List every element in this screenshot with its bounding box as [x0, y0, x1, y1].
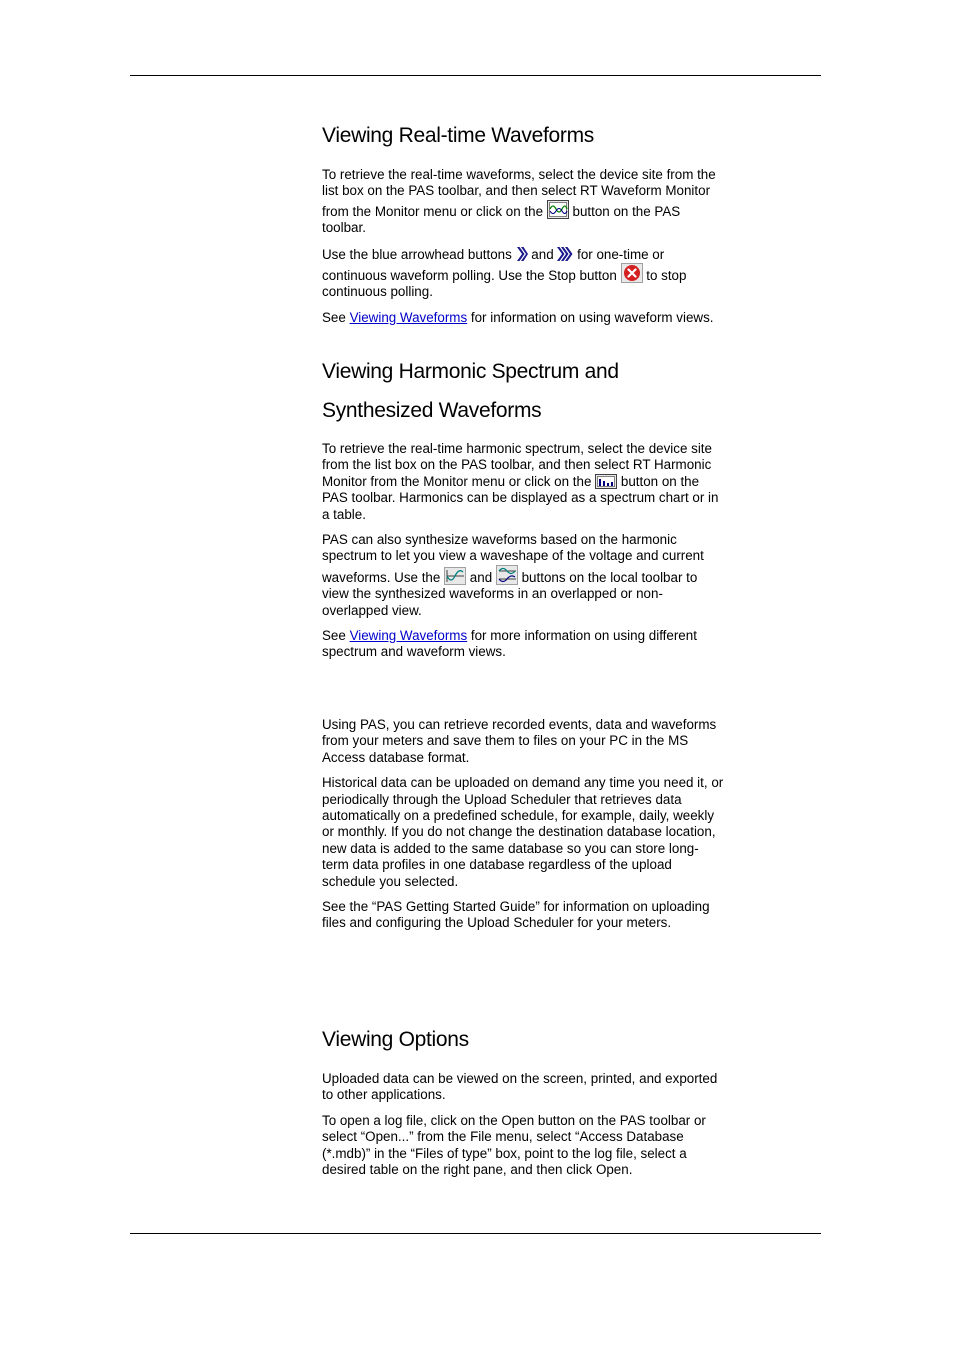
viewing-waveforms-link[interactable]: Viewing Waveforms — [349, 309, 468, 325]
paragraph: PAS can also synthesize waveforms based on the harmonic spectrum to let you view a waveshape of the voltage and current waveforms. Use the and buttons on the local toolbar to view the synthesized waveforms in an overlapped or non-overlapped view. — [322, 532, 704, 618]
paragraph: See the “PAS Getting Started Guide” for information on uploading files and configuring the Upload Scheduler for your meters. — [322, 899, 710, 931]
section-uploading-data — [322, 717, 724, 941]
paragraph: To retrieve the real-time waveforms, select the device site from the list box on the PAS toolbar, and then select RT Waveform Monitor from the Monitor menu or click on the button on the PAS toolbar. — [322, 167, 716, 236]
stop-icon[interactable] — [621, 263, 643, 283]
paragraph: See Viewing Waveforms for information on using waveform views. — [322, 309, 714, 325]
heading-viewing-options: Viewing Options — [322, 1028, 469, 1051]
header-rule — [130, 75, 821, 76]
section-viewing-options — [322, 1020, 724, 1187]
section-harmonic-spectrum — [322, 352, 724, 670]
heading-realtime-waveforms: Viewing Real-time Waveforms — [322, 124, 594, 147]
paragraph: Historical data can be uploaded on demand any time you need it, or periodically through the Upload Scheduler that retrieves data automatically on a predefined schedule, for example, daily, weekly or monthly. If you do not change the destination database location, new data is added to the same database so you can store long-term data profiles in one database regardless of the upload schedule you selected. — [322, 775, 724, 889]
overlapped-waveform-icon[interactable] — [444, 567, 466, 585]
paragraph: Using PAS, you can retrieve recorded events, data and waveforms from your meters and save them to files on your PC in the MS Access database format. — [322, 717, 717, 765]
paragraph: See Viewing Waveforms for more information on using different spectrum and waveform views. — [322, 628, 697, 660]
footer-rule — [130, 1233, 821, 1234]
heading-harmonic-spectrum: Viewing Harmonic Spectrum and Synthesized Waveforms — [322, 360, 619, 422]
non-overlapped-waveform-icon[interactable] — [496, 565, 518, 585]
viewing-waveforms-link[interactable]: Viewing Waveforms — [349, 628, 468, 644]
paragraph: To open a log file, click on the Open button on the PAS toolbar or select “Open...” from the File menu, select “Access Database (*.mdb)” in the “Files of type” box, point to the log file, select a desired table on the right pane, and then click Open. — [322, 1112, 706, 1178]
paragraph: Uploaded data can be viewed on the screen, printed, and exported to other applications. — [322, 1071, 718, 1103]
section-realtime-waveforms — [322, 116, 724, 335]
double-arrowhead-icon[interactable] — [557, 246, 573, 262]
paragraph: To retrieve the real-time harmonic spectrum, select the device site from the list box on the PAS toolbar, and then select RT Harmonic Monitor from the Monitor menu or click on the button on the PAS toolbar. Harmonics can be displayed as a spectrum chart or in a table. — [322, 441, 719, 522]
waveform-monitor-icon[interactable] — [547, 200, 569, 219]
single-arrowhead-icon[interactable] — [516, 246, 528, 262]
harmonic-monitor-icon[interactable] — [595, 474, 617, 489]
paragraph: Use the blue arrowhead buttons and for one-time or continuous waveform polling. Use the Stop button to stop continuous polling. — [322, 246, 687, 300]
